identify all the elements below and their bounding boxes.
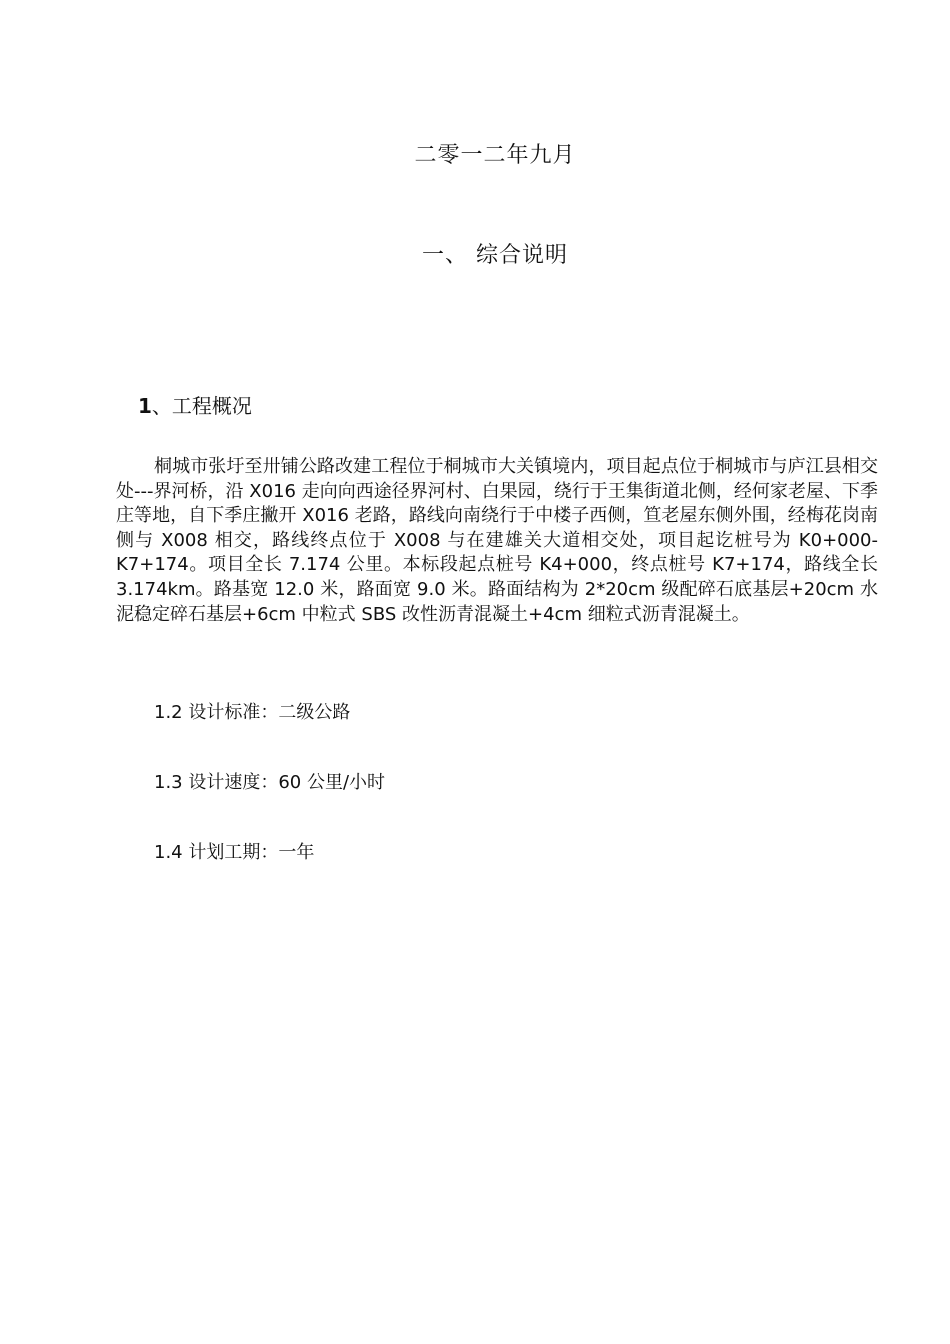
spec-design-standard: 1.2 设计标准：二级公路 <box>154 702 351 723</box>
overview-paragraph: 桐城市张圩至卅铺公路改建工程位于桐城市大关镇境内，项目起点位于桐城市与庐江县相交处---界河桥，沿 X016 走向向西途径界河村、白果园，绕行于王集街道北侧，经何家老屋、下季庄等地，自下季庄撇开 X016 老路，路线向南绕行于中楼子西侧，笪老屋东侧外围，经梅花岗南侧与 X008 相交，路线终点位于 X008 与在建雄关大道相交处，项目起讫桩号为 K0+000-K7+174。项目全长 7.174 公里。本标段起点桩号 K4+000，终点桩号 K7+174，路线全长 3.174km。路基宽 12.0 米，路面宽 9.0 米。路面结构为 2*20cm 级配碎石底基层+20cm 水泥稳定碎石基层+6cm 中粒式 SBS 改性沥青混凝土+4cm 细粒式沥青混凝土。 <box>116 456 878 625</box>
date-line: 二零一二年九月 <box>414 143 576 168</box>
subsection-heading <box>138 390 252 419</box>
section-title: 一、 综合说明 <box>422 243 568 268</box>
subsection-title: 、工程概况 <box>151 394 252 418</box>
subsection-number: 1 <box>138 394 152 418</box>
spec-design-speed: 1.3 设计速度：60 公里/小时 <box>154 772 386 793</box>
spec-schedule: 1.4 计划工期：一年 <box>154 842 315 863</box>
